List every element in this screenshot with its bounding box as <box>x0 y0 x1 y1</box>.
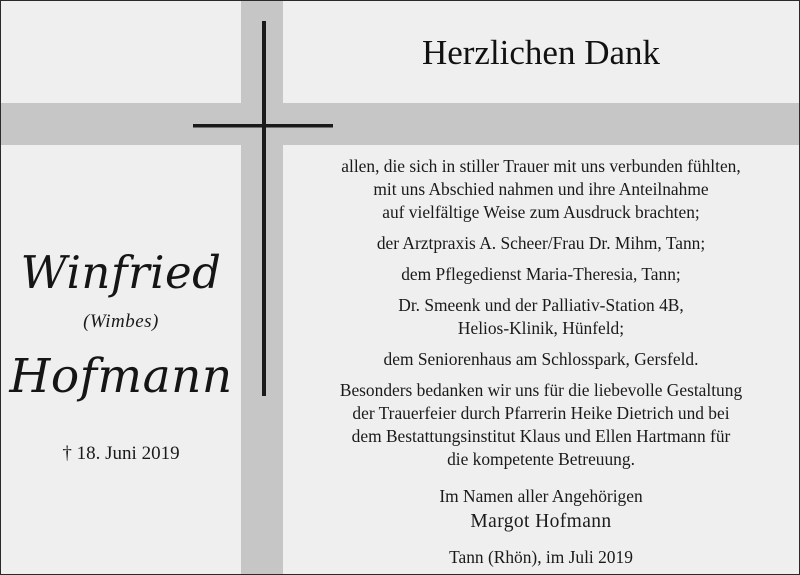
paragraph-line: der Trauerfeier durch Pfarrerin Heike Dietrich und bei <box>352 403 730 423</box>
thanks-text <box>283 155 799 569</box>
paragraph-line: Dr. Smeenk und der Palliativ-Station 4B, <box>398 295 684 315</box>
paragraph-line: der Arztpraxis A. Scheer/Frau Dr. Mihm, Tann; <box>376 233 706 253</box>
death-date: † 18. Juni 2019 <box>62 443 180 464</box>
place-date: Tann (Rhön), im Juli 2019 <box>449 547 633 567</box>
thanks-paragraph <box>283 294 799 340</box>
deceased-last-name: Hofmann <box>9 349 233 404</box>
paragraph-line: auf vielfältige Weise zum Ausdruck brachten; <box>382 202 700 222</box>
signoff <box>283 485 799 569</box>
paragraph-line: mit uns Abschied nahmen und ihre Anteilnahme <box>373 179 709 199</box>
deceased-nickname: (Wimbes) <box>83 311 159 332</box>
thanks-paragraph <box>283 348 799 371</box>
thanks-paragraphs <box>283 155 799 471</box>
deceased-name-block <box>1 241 241 467</box>
paragraph-line: dem Pflegedienst Maria-Theresia, Tann; <box>401 264 681 284</box>
paragraph-line: allen, die sich in stiller Trauer mit uns verbunden fühlten, <box>341 156 741 176</box>
paragraph-line: die kompetente Betreuung. <box>447 449 635 469</box>
signer-name: Margot Hofmann <box>470 511 612 532</box>
signoff-intro: Im Namen aller Angehörigen <box>439 486 643 506</box>
thanks-paragraph <box>283 155 799 224</box>
thanks-paragraph <box>283 379 799 471</box>
page-title: Herzlichen Dank <box>421 33 661 72</box>
paragraph-line: dem Seniorenhaus am Schlosspark, Gersfeld. <box>383 349 699 369</box>
deceased-first-name: Winfried <box>20 246 222 299</box>
paragraph-line: dem Bestattungsinstitut Klaus und Ellen Hartmann für <box>351 426 731 446</box>
thanks-paragraph <box>283 263 799 286</box>
paragraph-line: Helios-Klinik, Hünfeld; <box>457 318 625 338</box>
thanks-paragraph <box>283 232 799 255</box>
paragraph-line: Besonders bedanken wir uns für die liebevolle Gestaltung <box>339 380 743 400</box>
cross-horizontal-band <box>1 103 800 145</box>
